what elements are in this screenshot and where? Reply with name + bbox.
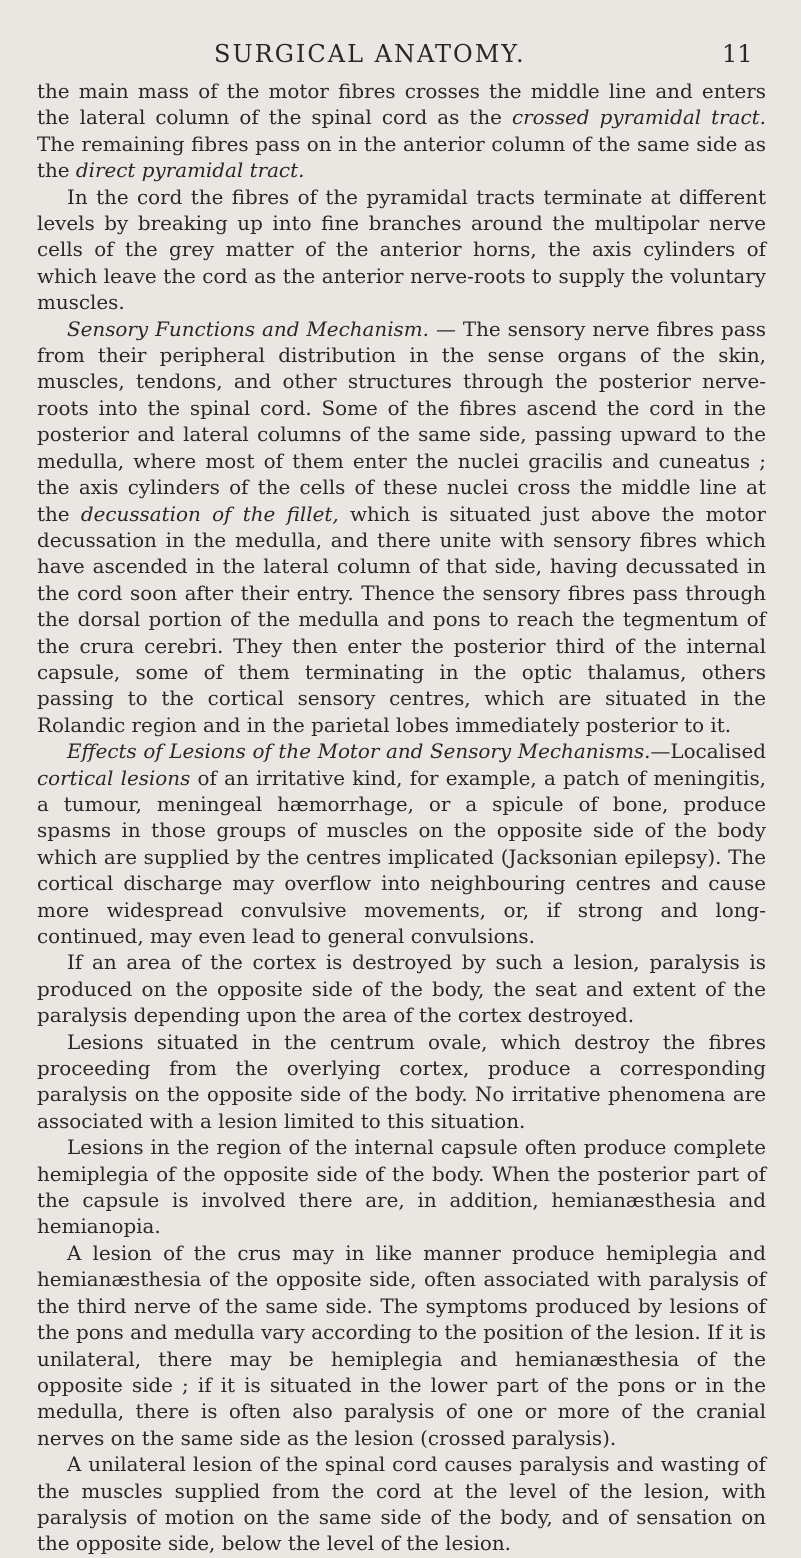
text-run: — The sensory nerve fibres pass from their peripheral distribution in the sense organs of the skin, muscles, tendons, and other structures through the posterior nerve-roots into the spinal cord. Some of the fibres ascend the cord in the posterior and lateral columns of the same side, passing upward to the medulla, where most of them enter the nuclei gracilis and cuneatus ; the axis cylinders of the cells of these nuclei cross the middle line at the bbox=[37, 317, 766, 526]
paragraph-centrum-ovale: Lesions situated in the centrum ovale, which destroy the fibres proceeding from the overlying cortex, produce a corresponding paralysis on the opposite side of the body. No irritative phenomena are associated with a lesion limited to this situation. bbox=[37, 1030, 766, 1133]
paragraph-internal-capsule: Lesions in the region of the internal capsule often produce complete hemiplegia of the opposite side of the body. When the posterior part of the capsule is involved there are, in addition, hemianæsthesia and hemianopia. bbox=[37, 1136, 766, 1239]
text-run: which is situated just above the motor decussation in the medulla, and there unite with sensory fibres which have ascended in the lateral column of that side, having decussated in the cord soon after their entry. Thence the sensory fibres pass through the dorsal portion of the medulla and pons to reach the tegmentum of the crura cerebri. They then enter the posterior third of the internal capsule, some of them terminating in the optic thalamus, others passing to the cortical sensory centres, which are situated in the Rolandic region and in the parietal lobes immediately posterior to it. bbox=[37, 502, 766, 737]
text-run: The remaining fibres pass on in the anterior column of the same side as the bbox=[37, 132, 766, 183]
paragraph-sensory-functions bbox=[37, 317, 766, 740]
text-run: of an irritative kind, for example, a patch of meningitis, a tumour, meningeal hæmorrhage, or a spicule of bone, produce spasms in those groups of muscles on the opposite side of the body which are supplied by the centres implicated (Jacksonian epilepsy). The cortical discharge may overflow into neighbouring centres and cause more widespread convulsive movements, or, if strong and long-continued, may even lead to general convulsions. bbox=[37, 766, 766, 948]
term-crossed-pyramidal-tract: crossed pyramidal tract. bbox=[512, 106, 766, 130]
body-text bbox=[37, 79, 766, 1558]
text-run: —Localised bbox=[650, 740, 766, 764]
paragraph-spinal-cord: A unilateral lesion of the spinal cord causes paralysis and wasting of the muscles supplied from the cord at the level of the lesion, with paralysis of motion on the same side of the body, and of sensation on the opposite side, below the level of the lesion. bbox=[37, 1453, 766, 1556]
section-heading-lesions: Effects of Lesions of the Motor and Sensory Mechanisms. bbox=[67, 740, 651, 764]
paragraph-cord-termination: In the cord the fibres of the pyramidal tracts terminate at different levels by breaking up into fine branches around the multipolar nerve cells of the grey matter of the anterior horns, the axis cylinders of which leave the cord as the anterior nerve-roots to supply the voluntary muscles. bbox=[37, 185, 766, 315]
running-title: SURGICAL ANATOMY. bbox=[214, 40, 526, 68]
term-cortical-lesions: cortical lesions bbox=[37, 766, 191, 790]
paragraph-motor-decussation bbox=[37, 79, 766, 185]
paragraph-lesion-effects bbox=[37, 739, 766, 950]
term-direct-pyramidal-tract: direct pyramidal tract. bbox=[75, 159, 305, 183]
term-decussation-fillet: decussation of the fillet, bbox=[80, 502, 339, 526]
text-run: the main mass of the motor fibres crosses the middle line and enters the lateral column of the spinal cord as the bbox=[37, 80, 766, 130]
paragraph-crus-pons-medulla: A lesion of the crus may in like manner produce hemiplegia and hemianæsthesia of the opposite side, often associated with paralysis of the third nerve of the same side. The symptoms produced by lesions of the pons and medulla vary according to the position of the lesion. If it is unilateral, there may be hemiplegia and hemianæsthesia of the opposite side ; if it is situated in the lower part of the pons or in the medulla, there is often also paralysis of one or more of the cranial nerves on the same side as the lesion (crossed paralysis). bbox=[37, 1241, 766, 1450]
section-heading-sensory: Sensory Functions and Mechanism. bbox=[67, 317, 429, 341]
page-number: 11 bbox=[722, 40, 753, 68]
running-head bbox=[0, 40, 801, 72]
paragraph-cortex-destroyed: If an area of the cortex is destroyed by such a lesion, paralysis is produced on the opposite side of the body, the seat and extent of the paralysis depending upon the area of the cortex destroyed. bbox=[37, 951, 766, 1028]
